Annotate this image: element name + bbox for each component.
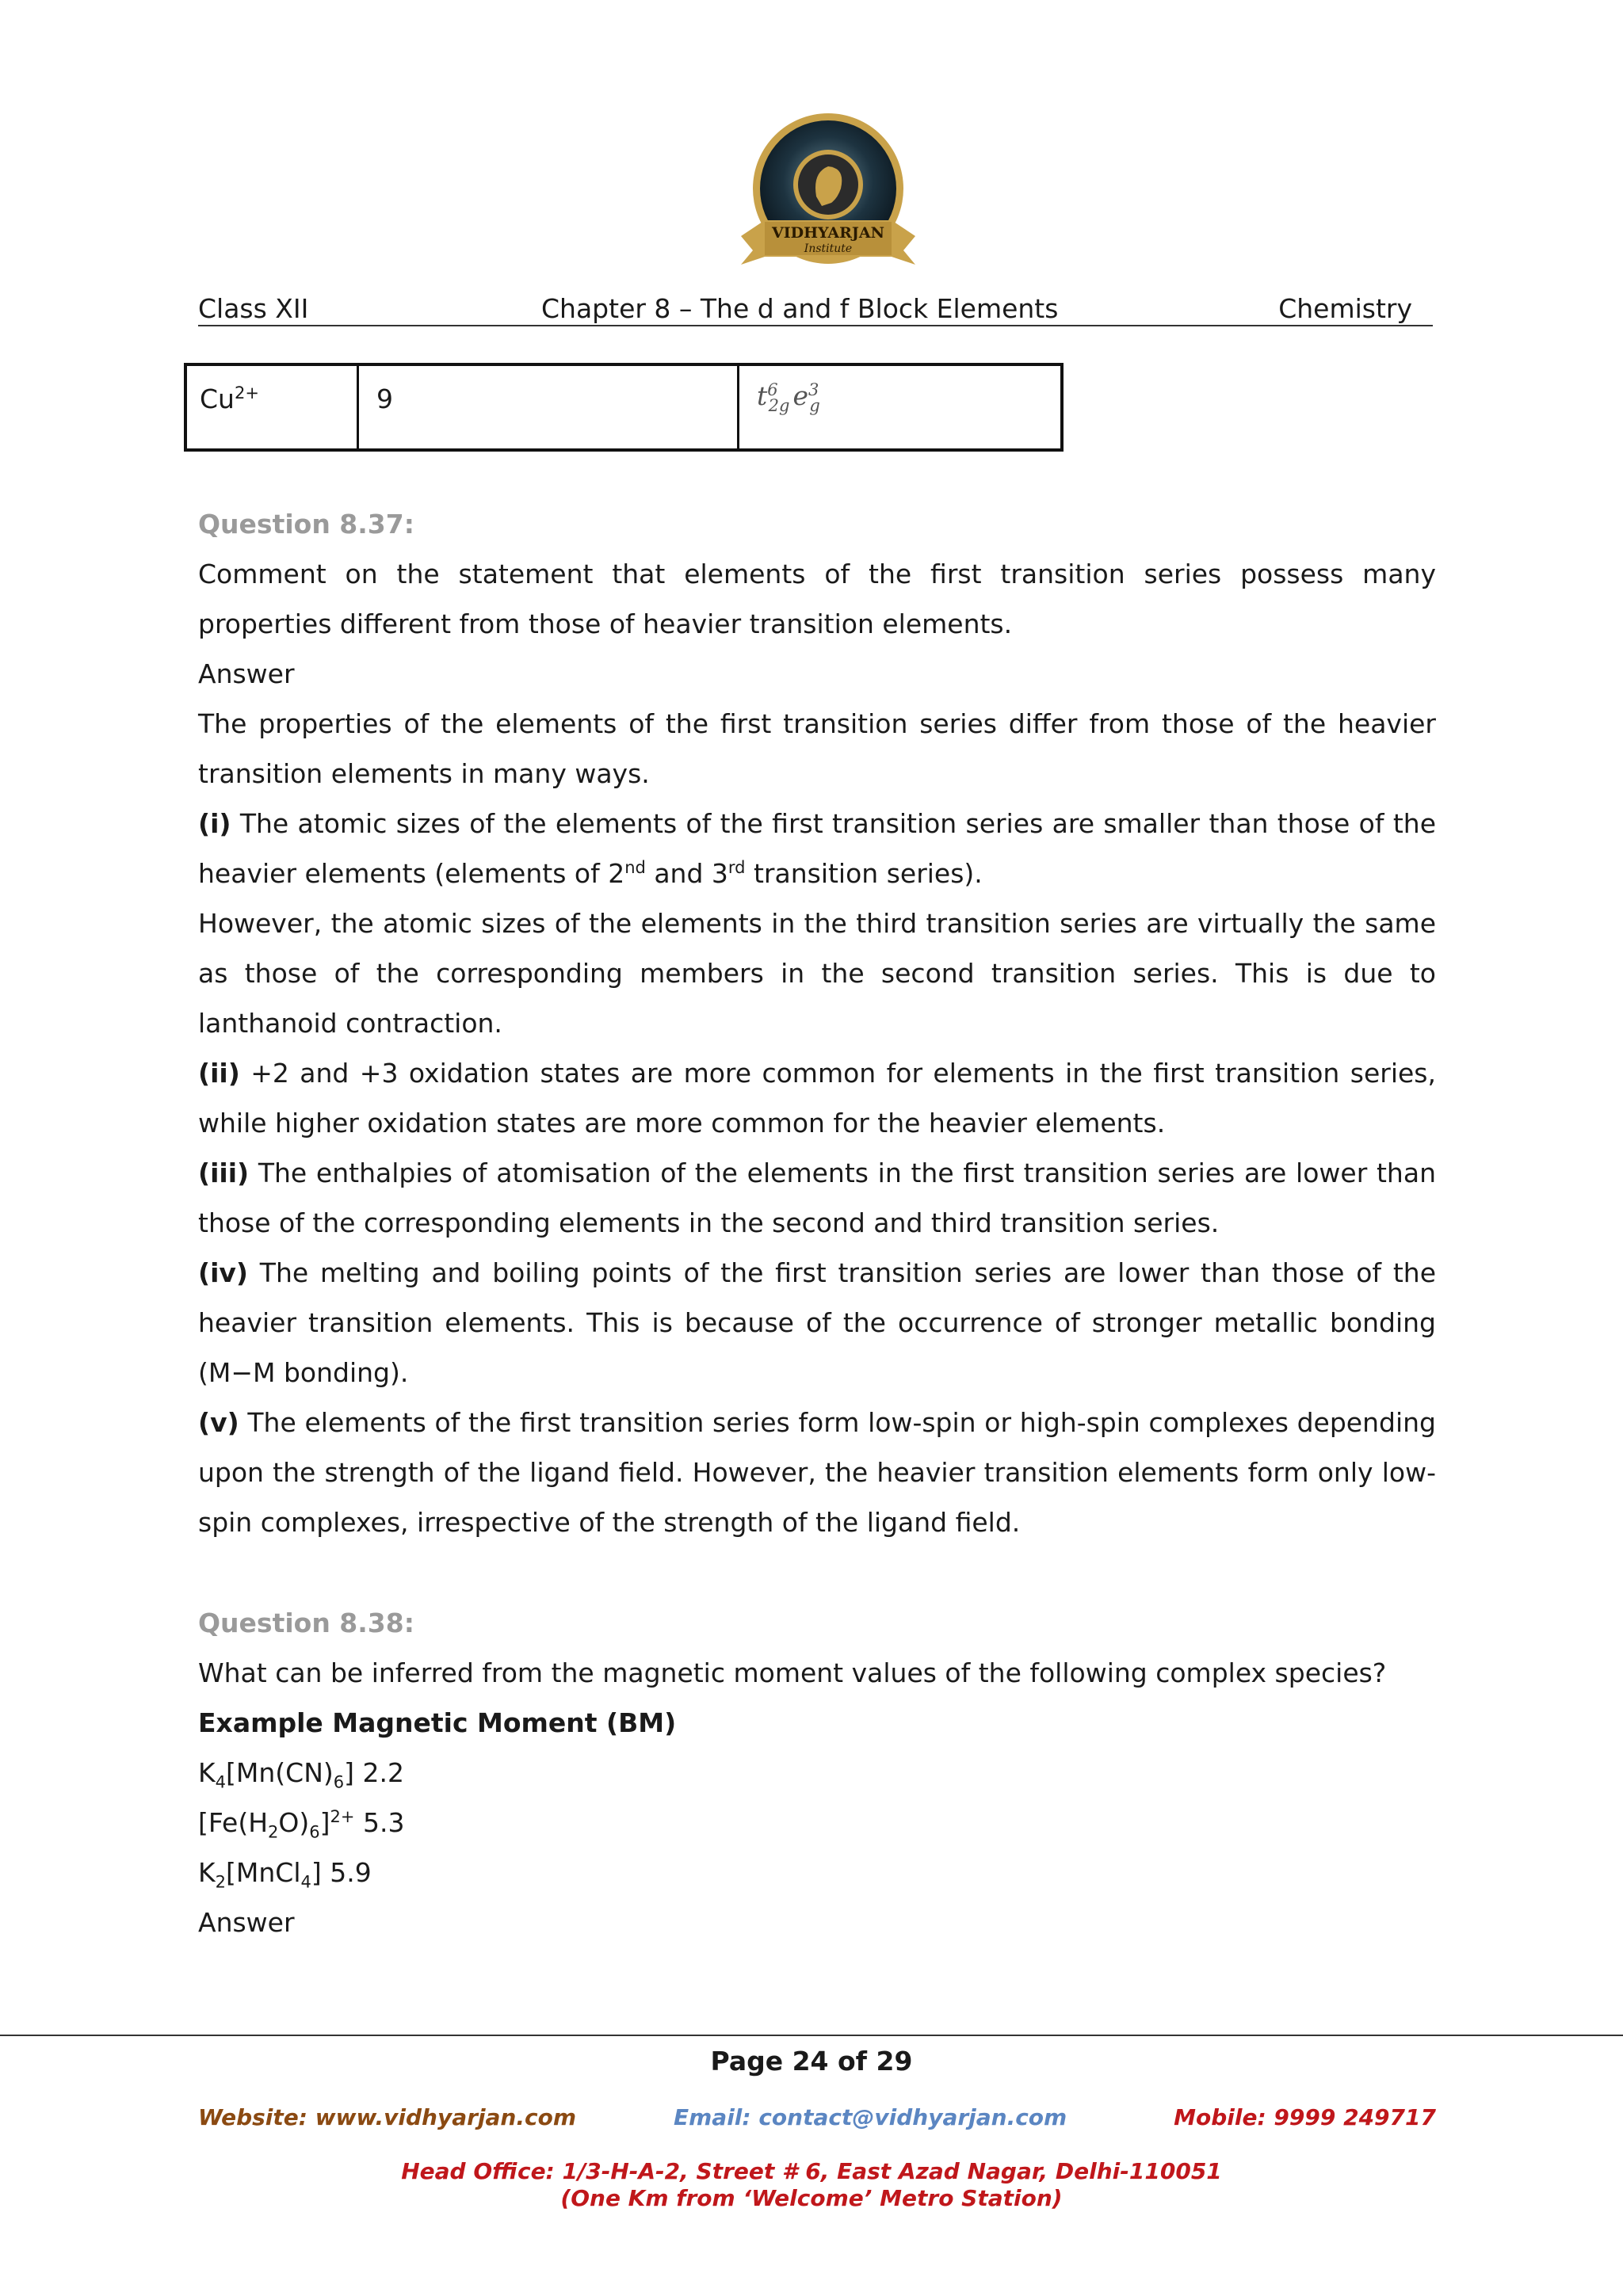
- footer-divider: [0, 2035, 1623, 2036]
- config-table-row: [184, 363, 1064, 452]
- example-1: $K_4[Mn(CN)_6]$ 2.2: [198, 1757, 404, 1792]
- email-link[interactable]: Email: contact@vidhyarjan.com: [674, 2104, 1067, 2130]
- answer-intro: The properties of the elements of the first transition series differ from those of the heavier transition elements in many ways.: [198, 708, 1436, 789]
- point-1: (i) The atomic sizes of the elements of the first transition series are smaller than those of the heavier elements (elements of 2nd and 3rd transition series).: [198, 808, 1436, 889]
- website-link[interactable]: Website: www.vidhyarjan.com: [198, 2104, 577, 2130]
- question-37-heading: Question 8.37:: [198, 509, 414, 540]
- chapter-title: Chapter 8 – The d and f Block Elements: [541, 293, 1059, 324]
- point-2: (ii) +2 and +3 oxidation states are more common for elements in the first transition series, while higher oxidation states are more common for the heavier elements.: [198, 1058, 1436, 1138]
- answer-label: Answer: [198, 658, 295, 689]
- point-4: (iv) The melting and boiling points of the first transition series are lower than those of the heavier transition elements. This is because of the occurrence of stronger metallic bonding (M−M bonding).: [198, 1257, 1436, 1388]
- point-3: (iii) The enthalpies of atomisation of the elements in the first transition series are lower than those of the corresponding elements in the second and third transition series.: [198, 1158, 1436, 1238]
- page-header: [198, 290, 1433, 326]
- vidhyarjan-logo: [733, 109, 923, 292]
- point-1-extra: However, the atomic sizes of the elements in the third transition series are virtually the same as those of the corresponding members in the second transition series. This is due to lanthanoid contraction.: [198, 908, 1436, 1039]
- question-38-text: What can be inferred from the magnetic moment values of the following complex species?: [198, 1657, 1387, 1688]
- example-2: $[Fe(H_2O)_6]^{2+}$ 5.3: [198, 1807, 405, 1842]
- office-note: (One Km from ‘Welcome’ Metro Station): [560, 2185, 1063, 2211]
- subject-label: Chemistry: [1278, 293, 1412, 324]
- main-content: [198, 499, 1436, 1947]
- contact-bar: [198, 2104, 1436, 2136]
- answer-label-38: Answer: [198, 1907, 295, 1938]
- mobile-number: Mobile: 9999 249717: [1174, 2104, 1436, 2130]
- head-office-address: [0, 2158, 1623, 2212]
- configuration-cell: $t^6_{2g}$ $e^3_g$: [757, 380, 820, 415]
- point-5: (v) The elements of the first transition series form low-spin or high-spin complexes depending upon the strength of the ligand field. However, the heavier transition elements form only low-spin complexes, irrespective of the strength of the ligand field.: [198, 1407, 1436, 1538]
- question-37-text: Comment on the statement that elements of the first transition series possess many properties different from those of heavier transition elements.: [198, 559, 1436, 639]
- class-label: Class XII: [198, 293, 309, 324]
- office-address: Head Office: 1/3-H-A-2, Street # 6, East Azad Nagar, Delhi-110051: [401, 2158, 1222, 2184]
- ion-cell: $Cu^{2+}$: [187, 366, 359, 448]
- svg-text:VIDHYARJAN: VIDHYARJAN: [771, 224, 885, 242]
- question-38-heading: Question 8.38:: [198, 1608, 414, 1638]
- electron-count-cell: 9: [359, 366, 739, 448]
- example-3: $K_2[MnCl_4]$ 5.9: [198, 1857, 372, 1892]
- example-table-heading: Example Magnetic Moment (BM): [198, 1707, 677, 1738]
- svg-text:Institute: Institute: [804, 242, 853, 255]
- page-number: Page 24 of 29: [710, 2046, 913, 2077]
